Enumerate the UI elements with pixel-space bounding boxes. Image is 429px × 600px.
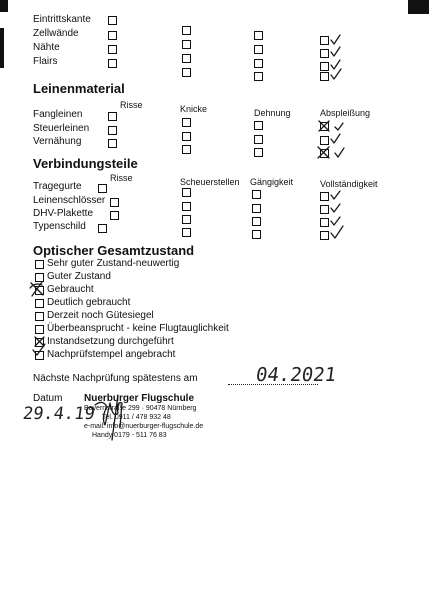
scan-mark-top (0, 0, 8, 12)
scan-mark-side (0, 28, 4, 68)
checkbox[interactable] (98, 224, 107, 233)
checkbox[interactable] (320, 122, 329, 131)
tick-mark (331, 217, 340, 225)
tick-mark (331, 60, 340, 69)
checkbox[interactable] (254, 121, 263, 130)
col-gaengigkeit: Gängigkeit (250, 177, 294, 187)
option-deutlich-gebraucht: Deutlich gebraucht (47, 297, 131, 308)
checkbox[interactable] (254, 72, 263, 81)
section-title-verbindungsteile: Verbindungsteile (33, 156, 138, 171)
tick-mark (331, 35, 340, 44)
tick-mark (335, 148, 344, 157)
checkbox[interactable] (254, 45, 263, 54)
checkbox[interactable] (252, 190, 261, 199)
checkbox[interactable] (108, 59, 117, 68)
col-risse: Risse (120, 100, 143, 110)
option-gebraucht: Gebraucht (47, 284, 94, 295)
checkbox[interactable] (320, 36, 329, 45)
tick-mark (335, 123, 343, 130)
checkbox[interactable] (320, 218, 329, 227)
item-flairs: Flairs (33, 56, 58, 67)
section-title-optischer-gesamtzustand: Optischer Gesamtzustand (33, 243, 195, 258)
checkbox-ueberbeansprucht[interactable] (35, 325, 44, 334)
checkbox[interactable] (182, 145, 191, 154)
section-title-leinenmaterial: Leinenmaterial (33, 81, 125, 96)
option-guter-zustand: Guter Zustand (47, 271, 111, 282)
checkbox[interactable] (110, 198, 119, 207)
tick-mark (331, 47, 340, 56)
checkbox[interactable] (320, 136, 329, 145)
datum-label: Datum (33, 393, 63, 404)
scan-mark-right (408, 0, 429, 14)
checkbox[interactable] (320, 231, 329, 240)
checkbox[interactable] (254, 135, 263, 144)
tick-mark (331, 134, 340, 143)
checkbox-gebraucht[interactable] (35, 286, 44, 295)
checkbox[interactable] (108, 31, 117, 40)
stamp-line: e-mail: info@nuerburger-flugschule.de (84, 423, 204, 430)
checkbox[interactable] (252, 217, 261, 226)
row-vernaehung: Vernähung (33, 136, 82, 147)
stamp-name: Nuerburger Flugschule (84, 393, 195, 404)
checkbox[interactable] (252, 230, 261, 239)
checkbox[interactable] (320, 49, 329, 58)
col-scheuerstellen: Scheuerstellen (180, 177, 240, 187)
option-instandsetzung: Instandsetzung durchgeführt (47, 336, 174, 347)
row-leinenschloesser: Leinenschlösser (33, 195, 106, 206)
checkbox[interactable] (320, 149, 329, 158)
tick-mark (331, 69, 341, 79)
checkbox-deutlich-gebraucht[interactable] (35, 299, 44, 308)
next-check-label: Nächste Nachprüfung spätestens am (33, 373, 198, 384)
col-dehnung: Dehnung (254, 108, 291, 118)
row-dhv-plakette: DHV-Plakette (33, 208, 94, 219)
checkbox[interactable] (182, 118, 191, 127)
checkbox-guter-zustand[interactable] (35, 273, 44, 282)
col-vollstaendigkeit: Vollständigkeit (320, 179, 378, 189)
checkbox[interactable] (108, 112, 117, 121)
col-abspleissung: Abspleißung (320, 108, 371, 118)
checkbox[interactable] (182, 132, 191, 141)
checkbox[interactable] (182, 54, 191, 63)
item-eintrittskante: Eintrittskante (33, 14, 91, 25)
checkbox[interactable] (182, 188, 191, 197)
checkbox[interactable] (254, 148, 263, 157)
checkbox[interactable] (252, 204, 261, 213)
checkbox[interactable] (182, 26, 191, 35)
checkbox[interactable] (254, 31, 263, 40)
row-fangleinen: Fangleinen (33, 109, 83, 120)
checkbox[interactable] (254, 59, 263, 68)
option-sehr-gut: Sehr guter Zustand-neuwertig (47, 258, 180, 269)
next-check-value: 04.2021 (254, 364, 338, 386)
checkbox[interactable] (182, 215, 191, 224)
checkbox[interactable] (320, 192, 329, 201)
stamp-line: Tel. 0911 / 478 932 48 (102, 414, 171, 421)
col-risse: Risse (110, 173, 133, 183)
item-zellwaende: Zellwände (33, 28, 79, 39)
checkbox-guetesiegel[interactable] (35, 312, 44, 321)
checkbox[interactable] (320, 205, 329, 214)
option-ueberbeansprucht: Überbeansprucht - keine Flugtauglichkeit (47, 323, 229, 334)
checkbox-sehr-gut[interactable] (35, 260, 44, 269)
stamp-line: Handy 0179 - 511 76 83 (92, 432, 167, 439)
option-nachpruefstempel: Nachprüfstempel angebracht (47, 349, 176, 360)
checkbox[interactable] (108, 45, 117, 54)
col-knicke: Knicke (180, 104, 208, 114)
checkbox[interactable] (108, 16, 117, 25)
checkbox[interactable] (108, 139, 117, 148)
checkbox[interactable] (108, 126, 117, 135)
checkbox[interactable] (182, 40, 191, 49)
checkbox[interactable] (320, 72, 329, 81)
option-guetesiegel: Derzeit noch Gütesiegel (47, 310, 154, 321)
checkbox[interactable] (182, 228, 191, 237)
tick-mark (331, 191, 340, 199)
checkbox[interactable] (182, 68, 191, 77)
row-steuerleinen: Steuerleinen (33, 123, 90, 134)
tick-mark (331, 226, 343, 238)
tick-mark (331, 204, 340, 212)
checkbox[interactable] (98, 184, 107, 193)
checkbox[interactable] (320, 62, 329, 71)
item-naehte: Nähte (33, 42, 60, 53)
row-typenschild: Typenschild (33, 221, 86, 232)
checkbox[interactable] (182, 202, 191, 211)
checkbox-instandsetzung[interactable] (35, 338, 44, 347)
stamp-line: Bayernstraße 299 · 90478 Nürnberg (84, 405, 197, 412)
checkbox[interactable] (110, 211, 119, 220)
checkbox-nachpruefstempel[interactable] (35, 351, 44, 360)
row-tragegurte: Tragegurte (33, 181, 82, 192)
datum-value: 29.4.19 (21, 404, 97, 424)
